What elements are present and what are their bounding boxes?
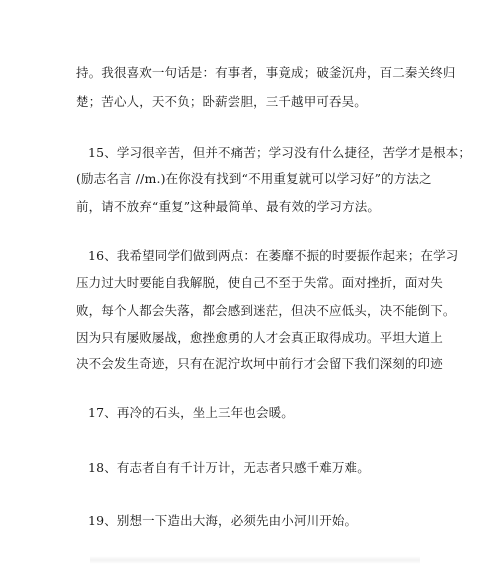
text-line: 18、有志者自有千计万计，无志者只感千难万难。: [88, 460, 370, 475]
text-line: 16、我希望同学们做到两点：在萎靡不振的时要振作起来；在学习: [88, 248, 459, 263]
text-line: 因为只有屡败屡战，愈挫愈勇的人才会真正取得成功。平坦大道上: [76, 330, 443, 345]
text-line: 持。我很喜欢一句话是：有事者，事竟成；破釜沉舟，百二秦关终归: [76, 65, 456, 80]
text-line: 压力过大时要能自我解脱，使自己不至于失常。面对挫折，面对失: [76, 275, 443, 290]
text-line: (励志名言 //m.)在你没有找到“不用重复就可以学习好”的方法之: [76, 171, 432, 186]
text-line: 败，每个人都会失落，都会感到迷茫，但决不应低头，决不能倒下。: [76, 303, 456, 318]
text-line: 15、学习很辛苦，但并不痛苦；学习没有什么捷径，苦学才是根本；: [88, 145, 472, 160]
text-line: 楚；苦心人，天不负；卧薪尝胆，三千越甲可吞吴。: [76, 94, 367, 109]
text-line: 决不会发生奇迹，只有在泥泞坎坷中前行才会留下我们深刻的印迹: [76, 356, 443, 371]
text-line: 前，请不放弃“重复”这种最简单、最有效的学习方法。: [76, 199, 381, 214]
text-line: 17、再冷的石头，坐上三年也会暖。: [88, 405, 294, 420]
cut-off-line: [90, 556, 420, 564]
text-line: 19、别想一下造出大海，必须先由小河川开始。: [88, 513, 358, 528]
